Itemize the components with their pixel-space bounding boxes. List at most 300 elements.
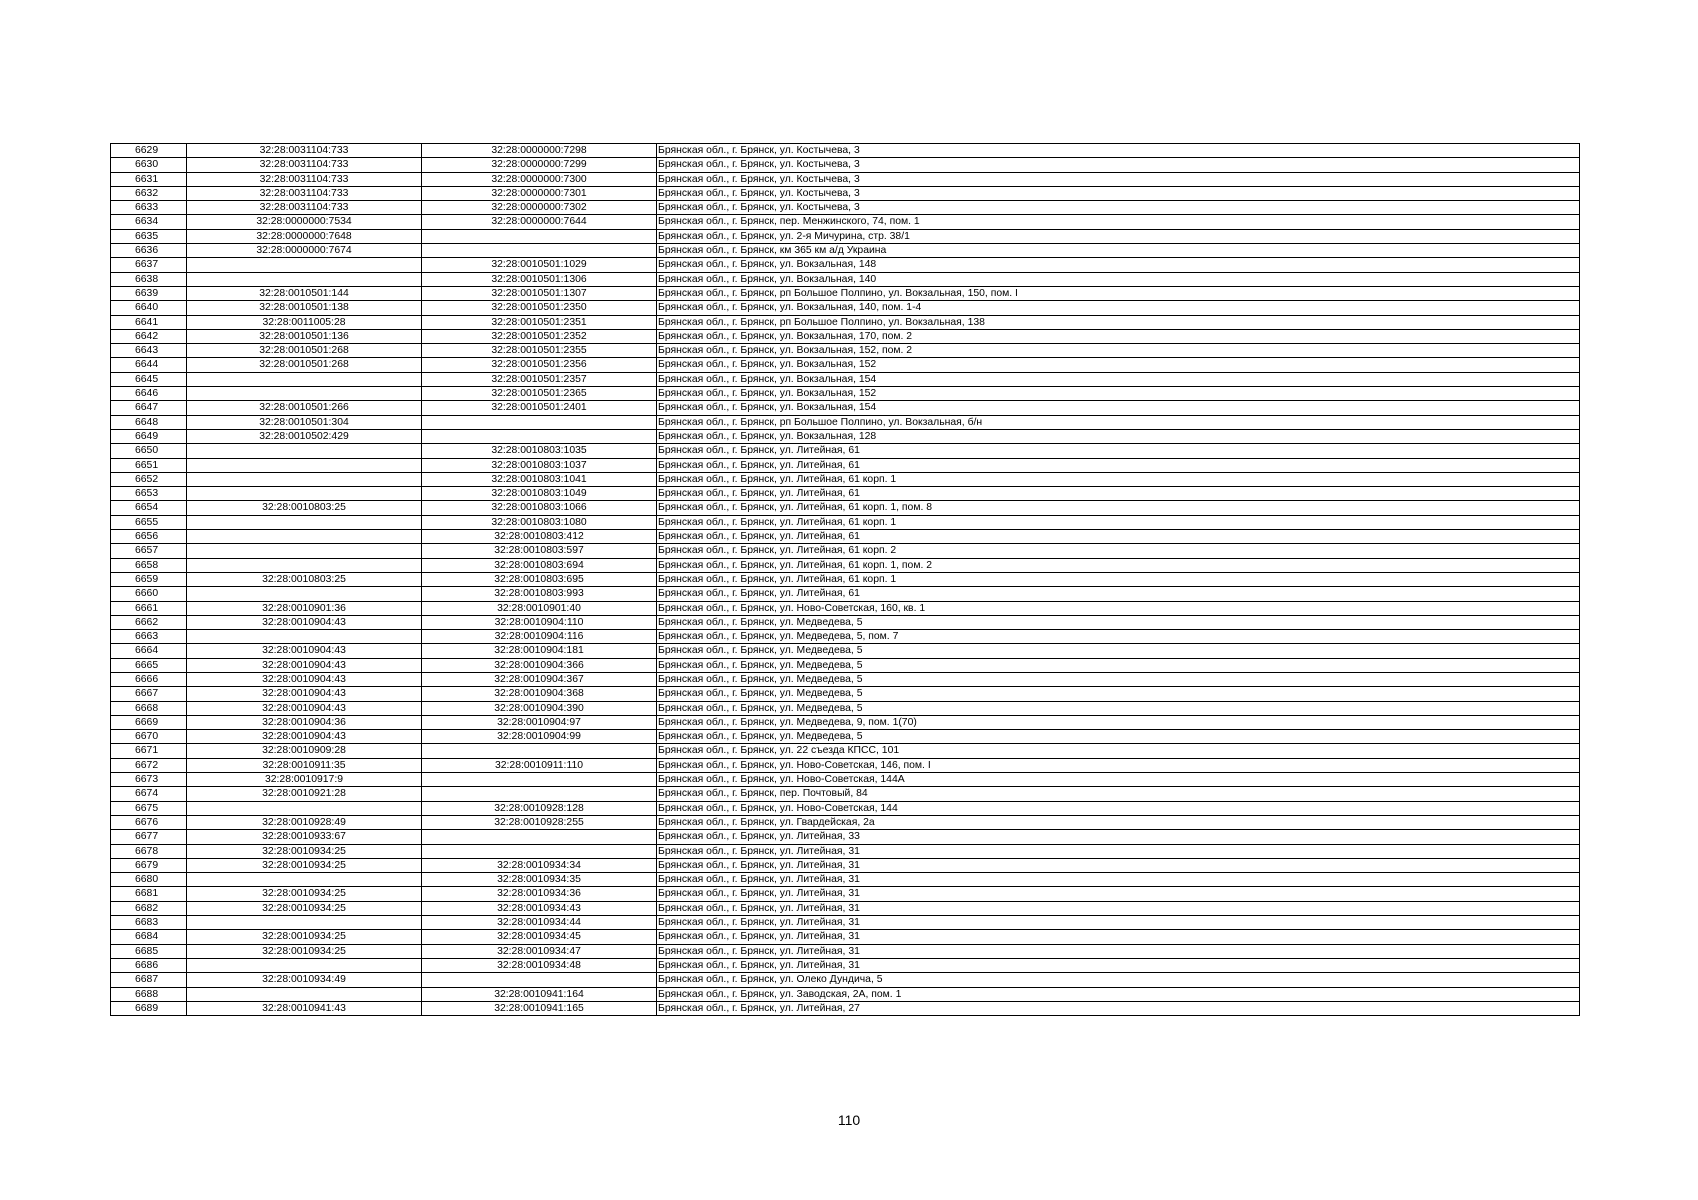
table-row <box>111 372 1580 386</box>
object-address: Брянская обл., г. Брянск, ул. Литейная, 61 корп. 1 <box>657 472 1580 486</box>
object-address: Брянская обл., г. Брянск, ул. Ново-Советская, 160, кв. 1 <box>657 601 1580 615</box>
object-cadastral-number: 32:28:0010941:165 <box>422 1001 657 1015</box>
row-number: 6686 <box>111 958 187 972</box>
row-number: 6656 <box>111 530 187 544</box>
row-number: 6681 <box>111 887 187 901</box>
table-row <box>111 558 1580 572</box>
registry-table-body <box>111 144 1580 1016</box>
object-cadastral-number: 32:28:0010803:597 <box>422 544 657 558</box>
row-number: 6657 <box>111 544 187 558</box>
table-row <box>111 387 1580 401</box>
parcel-cadastral-number <box>187 987 422 1001</box>
object-cadastral-number: 32:28:0010911:110 <box>422 758 657 772</box>
row-number: 6639 <box>111 286 187 300</box>
table-row <box>111 572 1580 586</box>
table-row <box>111 401 1580 415</box>
parcel-cadastral-number: 32:28:0010501:266 <box>187 401 422 415</box>
object-address: Брянская обл., г. Брянск, ул. Гвардейская, 2а <box>657 815 1580 829</box>
object-cadastral-number <box>422 787 657 801</box>
parcel-cadastral-number <box>187 801 422 815</box>
parcel-cadastral-number: 32:28:0010934:25 <box>187 858 422 872</box>
table-row <box>111 687 1580 701</box>
object-cadastral-number: 32:28:0010501:2365 <box>422 387 657 401</box>
row-number: 6683 <box>111 916 187 930</box>
row-number: 6654 <box>111 501 187 515</box>
parcel-cadastral-number <box>187 458 422 472</box>
parcel-cadastral-number: 32:28:0000000:7674 <box>187 244 422 258</box>
table-row <box>111 344 1580 358</box>
row-number: 6655 <box>111 515 187 529</box>
object-address: Брянская обл., г. Брянск, ул. Литейная, 31 <box>657 873 1580 887</box>
table-row <box>111 272 1580 286</box>
object-address: Брянская обл., г. Брянск, ул. Вокзальная, 154 <box>657 372 1580 386</box>
parcel-cadastral-number: 32:28:0010501:268 <box>187 358 422 372</box>
parcel-cadastral-number: 32:28:0010909:28 <box>187 744 422 758</box>
parcel-cadastral-number: 32:28:0010803:25 <box>187 501 422 515</box>
object-address: Брянская обл., г. Брянск, ул. Медведева, 5 <box>657 615 1580 629</box>
row-number: 6662 <box>111 615 187 629</box>
row-number: 6643 <box>111 344 187 358</box>
table-row <box>111 958 1580 972</box>
object-cadastral-number: 32:28:0000000:7299 <box>422 158 657 172</box>
parcel-cadastral-number <box>187 544 422 558</box>
object-address: Брянская обл., г. Брянск, ул. Литейная, 61 корп. 1, пом. 2 <box>657 558 1580 572</box>
parcel-cadastral-number: 32:28:0031104:733 <box>187 144 422 158</box>
object-address: Брянская обл., г. Брянск, пер. Менжинского, 74, пом. 1 <box>657 215 1580 229</box>
row-number: 6645 <box>111 372 187 386</box>
object-address: Брянская обл., г. Брянск, ул. Литейная, 31 <box>657 944 1580 958</box>
table-row <box>111 315 1580 329</box>
object-address: Брянская обл., г. Брянск, ул. Литейная, 31 <box>657 930 1580 944</box>
object-cadastral-number: 32:28:0010934:35 <box>422 873 657 887</box>
object-address: Брянская обл., г. Брянск, ул. Заводская, 2А, пом. 1 <box>657 987 1580 1001</box>
object-cadastral-number: 32:28:0010501:1306 <box>422 272 657 286</box>
object-cadastral-number <box>422 830 657 844</box>
object-address: Брянская обл., г. Брянск, ул. Литейная, 61 корп. 1, пом. 8 <box>657 501 1580 515</box>
row-number: 6667 <box>111 687 187 701</box>
table-row <box>111 815 1580 829</box>
object-cadastral-number: 32:28:0000000:7302 <box>422 201 657 215</box>
row-number: 6652 <box>111 472 187 486</box>
object-cadastral-number <box>422 229 657 243</box>
object-cadastral-number: 32:28:0010904:368 <box>422 687 657 701</box>
table-row <box>111 672 1580 686</box>
object-cadastral-number: 32:28:0010501:2352 <box>422 329 657 343</box>
object-address: Брянская обл., г. Брянск, ул. Костычева, 3 <box>657 201 1580 215</box>
object-cadastral-number <box>422 744 657 758</box>
row-number: 6647 <box>111 401 187 415</box>
parcel-cadastral-number <box>187 958 422 972</box>
table-row <box>111 515 1580 529</box>
object-address: Брянская обл., г. Брянск, ул. Медведева, 5 <box>657 687 1580 701</box>
table-row <box>111 930 1580 944</box>
table-row <box>111 887 1580 901</box>
parcel-cadastral-number <box>187 587 422 601</box>
object-address: Брянская обл., г. Брянск, ул. Вокзальная, 140 <box>657 272 1580 286</box>
table-row <box>111 201 1580 215</box>
object-cadastral-number: 32:28:0010803:1049 <box>422 487 657 501</box>
object-cadastral-number: 32:28:0010803:695 <box>422 572 657 586</box>
row-number: 6631 <box>111 172 187 186</box>
table-row <box>111 844 1580 858</box>
object-cadastral-number: 32:28:0000000:7298 <box>422 144 657 158</box>
object-cadastral-number: 32:28:0010904:110 <box>422 615 657 629</box>
parcel-cadastral-number: 32:28:0010934:25 <box>187 844 422 858</box>
object-address: Брянская обл., г. Брянск, ул. Литейная, 31 <box>657 858 1580 872</box>
parcel-cadastral-number: 32:28:0010501:144 <box>187 286 422 300</box>
row-number: 6670 <box>111 730 187 744</box>
parcel-cadastral-number: 32:28:0010904:43 <box>187 701 422 715</box>
object-cadastral-number <box>422 429 657 443</box>
table-row <box>111 615 1580 629</box>
parcel-cadastral-number: 32:28:0010917:9 <box>187 773 422 787</box>
object-address: Брянская обл., г. Брянск, ул. Медведева, 5, пом. 7 <box>657 630 1580 644</box>
table-row <box>111 286 1580 300</box>
table-row <box>111 458 1580 472</box>
object-cadastral-number <box>422 973 657 987</box>
parcel-cadastral-number: 32:28:0010904:43 <box>187 672 422 686</box>
object-address: Брянская обл., г. Брянск, рп Большое Полпино, ул. Вокзальная, 150, пом. I <box>657 286 1580 300</box>
table-row <box>111 658 1580 672</box>
object-cadastral-number: 32:28:0010934:47 <box>422 944 657 958</box>
parcel-cadastral-number <box>187 387 422 401</box>
object-address: Брянская обл., г. Брянск, ул. Литейная, 33 <box>657 830 1580 844</box>
object-address: Брянская обл., г. Брянск, ул. Литейная, 31 <box>657 901 1580 915</box>
row-number: 6680 <box>111 873 187 887</box>
object-cadastral-number: 32:28:0010501:2357 <box>422 372 657 386</box>
table-row <box>111 701 1580 715</box>
parcel-cadastral-number: 32:28:0010921:28 <box>187 787 422 801</box>
table-row <box>111 329 1580 343</box>
parcel-cadastral-number: 32:28:0010904:43 <box>187 658 422 672</box>
row-number: 6663 <box>111 630 187 644</box>
object-address: Брянская обл., г. Брянск, ул. Вокзальная, 128 <box>657 429 1580 443</box>
parcel-cadastral-number: 32:28:0010934:25 <box>187 887 422 901</box>
object-address: Брянская обл., г. Брянск, ул. Ново-Советская, 144 <box>657 801 1580 815</box>
table-row <box>111 215 1580 229</box>
table-row <box>111 530 1580 544</box>
parcel-cadastral-number: 32:28:0010933:67 <box>187 830 422 844</box>
table-row <box>111 258 1580 272</box>
object-address: Брянская обл., г. Брянск, ул. Вокзальная, 170, пом. 2 <box>657 329 1580 343</box>
parcel-cadastral-number <box>187 630 422 644</box>
parcel-cadastral-number: 32:28:0031104:733 <box>187 201 422 215</box>
row-number: 6651 <box>111 458 187 472</box>
object-cadastral-number: 32:28:0010904:181 <box>422 644 657 658</box>
table-row <box>111 172 1580 186</box>
row-number: 6674 <box>111 787 187 801</box>
object-address: Брянская обл., г. Брянск, ул. 22 съезда КПСС, 101 <box>657 744 1580 758</box>
parcel-cadastral-number: 32:28:0031104:733 <box>187 186 422 200</box>
table-row <box>111 587 1580 601</box>
object-cadastral-number: 32:28:0010501:2350 <box>422 301 657 315</box>
object-address: Брянская обл., г. Брянск, ул. Литейная, 31 <box>657 844 1580 858</box>
row-number: 6644 <box>111 358 187 372</box>
row-number: 6632 <box>111 186 187 200</box>
row-number: 6676 <box>111 815 187 829</box>
object-address: Брянская обл., г. Брянск, ул. Литейная, 61 <box>657 444 1580 458</box>
parcel-cadastral-number: 32:28:0010904:43 <box>187 730 422 744</box>
parcel-cadastral-number <box>187 372 422 386</box>
object-address: Брянская обл., г. Брянск, ул. Вокзальная, 152, пом. 2 <box>657 344 1580 358</box>
object-address: Брянская обл., г. Брянск, ул. Литейная, 31 <box>657 916 1580 930</box>
table-row <box>111 715 1580 729</box>
object-address: Брянская обл., г. Брянск, ул. Медведева, 9, пом. 1(70) <box>657 715 1580 729</box>
page-number: 110 <box>837 1112 861 1128</box>
table-row <box>111 787 1580 801</box>
object-address: Брянская обл., г. Брянск, ул. 2-я Мичурина, стр. 38/1 <box>657 229 1580 243</box>
object-address: Брянская обл., г. Брянск, ул. Вокзальная, 154 <box>657 401 1580 415</box>
object-cadastral-number: 32:28:0010501:2355 <box>422 344 657 358</box>
table-row <box>111 186 1580 200</box>
object-address: Брянская обл., г. Брянск, ул. Олеко Дундича, 5 <box>657 973 1580 987</box>
object-address: Брянская обл., г. Брянск, пер. Почтовый, 84 <box>657 787 1580 801</box>
object-cadastral-number: 32:28:0010501:2356 <box>422 358 657 372</box>
parcel-cadastral-number <box>187 472 422 486</box>
parcel-cadastral-number: 32:28:0011005:28 <box>187 315 422 329</box>
parcel-cadastral-number <box>187 530 422 544</box>
parcel-cadastral-number <box>187 444 422 458</box>
row-number: 6638 <box>111 272 187 286</box>
table-row <box>111 444 1580 458</box>
object-cadastral-number: 32:28:0010803:1066 <box>422 501 657 515</box>
table-row <box>111 901 1580 915</box>
table-row <box>111 758 1580 772</box>
object-cadastral-number: 32:28:0010904:367 <box>422 672 657 686</box>
parcel-cadastral-number: 32:28:0010501:304 <box>187 415 422 429</box>
object-address: Брянская обл., г. Брянск, ул. Костычева, 3 <box>657 172 1580 186</box>
object-cadastral-number: 32:28:0010904:390 <box>422 701 657 715</box>
row-number: 6678 <box>111 844 187 858</box>
row-number: 6649 <box>111 429 187 443</box>
object-address: Брянская обл., г. Брянск, ул. Ново-Советская, 144А <box>657 773 1580 787</box>
parcel-cadastral-number: 32:28:0010904:43 <box>187 615 422 629</box>
parcel-cadastral-number: 32:28:0010911:35 <box>187 758 422 772</box>
row-number: 6640 <box>111 301 187 315</box>
object-cadastral-number <box>422 844 657 858</box>
object-address: Брянская обл., г. Брянск, ул. Костычева, 3 <box>657 158 1580 172</box>
row-number: 6642 <box>111 329 187 343</box>
parcel-cadastral-number <box>187 873 422 887</box>
object-address: Брянская обл., г. Брянск, ул. Литейная, 61 корп. 1 <box>657 515 1580 529</box>
object-address: Брянская обл., г. Брянск, ул. Вокзальная, 148 <box>657 258 1580 272</box>
object-address: Брянская обл., г. Брянск, ул. Литейная, 61 корп. 2 <box>657 544 1580 558</box>
parcel-cadastral-number <box>187 515 422 529</box>
row-number: 6687 <box>111 973 187 987</box>
object-cadastral-number: 32:28:0000000:7644 <box>422 215 657 229</box>
table-row <box>111 301 1580 315</box>
object-cadastral-number: 32:28:0000000:7300 <box>422 172 657 186</box>
parcel-cadastral-number: 32:28:0010934:25 <box>187 944 422 958</box>
table-row <box>111 544 1580 558</box>
parcel-cadastral-number <box>187 272 422 286</box>
object-address: Брянская обл., г. Брянск, ул. Медведева, 5 <box>657 730 1580 744</box>
row-number: 6648 <box>111 415 187 429</box>
object-address: Брянская обл., г. Брянск, рп Большое Полпино, ул. Вокзальная, 138 <box>657 315 1580 329</box>
table-row <box>111 487 1580 501</box>
parcel-cadastral-number <box>187 487 422 501</box>
object-cadastral-number: 32:28:0010501:1029 <box>422 258 657 272</box>
parcel-cadastral-number: 32:28:0010941:43 <box>187 1001 422 1015</box>
row-number: 6684 <box>111 930 187 944</box>
table-row <box>111 644 1580 658</box>
parcel-cadastral-number: 32:28:0010904:43 <box>187 644 422 658</box>
object-cadastral-number: 32:28:0010934:34 <box>422 858 657 872</box>
object-cadastral-number <box>422 415 657 429</box>
row-number: 6688 <box>111 987 187 1001</box>
row-number: 6629 <box>111 144 187 158</box>
table-row <box>111 730 1580 744</box>
table-row <box>111 472 1580 486</box>
object-cadastral-number <box>422 773 657 787</box>
object-address: Брянская обл., г. Брянск, ул. Литейная, 61 <box>657 458 1580 472</box>
parcel-cadastral-number: 32:28:0010934:25 <box>187 930 422 944</box>
parcel-cadastral-number: 32:28:0010501:138 <box>187 301 422 315</box>
table-row <box>111 244 1580 258</box>
object-address: Брянская обл., г. Брянск, ул. Ново-Советская, 146, пом. I <box>657 758 1580 772</box>
parcel-cadastral-number: 32:28:0010934:49 <box>187 973 422 987</box>
row-number: 6630 <box>111 158 187 172</box>
parcel-cadastral-number: 32:28:0000000:7648 <box>187 229 422 243</box>
table-row <box>111 158 1580 172</box>
object-cadastral-number: 32:28:0010803:1041 <box>422 472 657 486</box>
row-number: 6637 <box>111 258 187 272</box>
object-cadastral-number: 32:28:0010934:45 <box>422 930 657 944</box>
object-address: Брянская обл., г. Брянск, ул. Костычева, 3 <box>657 186 1580 200</box>
table-row <box>111 916 1580 930</box>
object-address: Брянская обл., г. Брянск, ул. Литейная, 61 корп. 1 <box>657 572 1580 586</box>
table-row <box>111 801 1580 815</box>
object-address: Брянская обл., г. Брянск, ул. Вокзальная, 140, пом. 1-4 <box>657 301 1580 315</box>
table-row <box>111 358 1580 372</box>
table-row <box>111 601 1580 615</box>
object-cadastral-number: 32:28:0010803:993 <box>422 587 657 601</box>
row-number: 6641 <box>111 315 187 329</box>
object-address: Брянская обл., г. Брянск, ул. Вокзальная, 152 <box>657 387 1580 401</box>
row-number: 6658 <box>111 558 187 572</box>
table-row <box>111 773 1580 787</box>
object-address: Брянская обл., г. Брянск, ул. Медведева, 5 <box>657 672 1580 686</box>
row-number: 6646 <box>111 387 187 401</box>
object-cadastral-number: 32:28:0010904:97 <box>422 715 657 729</box>
parcel-cadastral-number <box>187 558 422 572</box>
object-address: Брянская обл., г. Брянск, ул. Медведева, 5 <box>657 644 1580 658</box>
object-address: Брянская обл., г. Брянск, рп Большое Полпино, ул. Вокзальная, б/н <box>657 415 1580 429</box>
object-cadastral-number: 32:28:0010934:48 <box>422 958 657 972</box>
table-row <box>111 858 1580 872</box>
table-row <box>111 744 1580 758</box>
object-cadastral-number <box>422 244 657 258</box>
row-number: 6682 <box>111 901 187 915</box>
parcel-cadastral-number: 32:28:0010904:43 <box>187 687 422 701</box>
parcel-cadastral-number: 32:28:0010501:136 <box>187 329 422 343</box>
object-cadastral-number: 32:28:0010934:36 <box>422 887 657 901</box>
row-number: 6636 <box>111 244 187 258</box>
table-row <box>111 429 1580 443</box>
table-row <box>111 944 1580 958</box>
row-number: 6666 <box>111 672 187 686</box>
object-cadastral-number: 32:28:0010803:694 <box>422 558 657 572</box>
table-row <box>111 415 1580 429</box>
row-number: 6659 <box>111 572 187 586</box>
object-address: Брянская обл., г. Брянск, ул. Литейная, 27 <box>657 1001 1580 1015</box>
parcel-cadastral-number <box>187 258 422 272</box>
table-row <box>111 830 1580 844</box>
object-address: Брянская обл., г. Брянск, ул. Литейная, 61 <box>657 530 1580 544</box>
object-cadastral-number: 32:28:0010928:128 <box>422 801 657 815</box>
object-address: Брянская обл., г. Брянск, ул. Литейная, 61 <box>657 587 1580 601</box>
row-number: 6668 <box>111 701 187 715</box>
table-row <box>111 144 1580 158</box>
object-cadastral-number: 32:28:0010904:366 <box>422 658 657 672</box>
object-cadastral-number: 32:28:0010803:1080 <box>422 515 657 529</box>
row-number: 6675 <box>111 801 187 815</box>
row-number: 6672 <box>111 758 187 772</box>
table-row <box>111 501 1580 515</box>
table-row <box>111 987 1580 1001</box>
row-number: 6650 <box>111 444 187 458</box>
row-number: 6685 <box>111 944 187 958</box>
object-cadastral-number: 32:28:0010803:1037 <box>422 458 657 472</box>
parcel-cadastral-number: 32:28:0010934:25 <box>187 901 422 915</box>
parcel-cadastral-number: 32:28:0010904:36 <box>187 715 422 729</box>
object-cadastral-number: 32:28:0000000:7301 <box>422 186 657 200</box>
object-cadastral-number: 32:28:0010501:1307 <box>422 286 657 300</box>
row-number: 6677 <box>111 830 187 844</box>
object-cadastral-number: 32:28:0010934:44 <box>422 916 657 930</box>
parcel-cadastral-number <box>187 916 422 930</box>
object-cadastral-number: 32:28:0010928:255 <box>422 815 657 829</box>
object-cadastral-number: 32:28:0010501:2351 <box>422 315 657 329</box>
row-number: 6634 <box>111 215 187 229</box>
object-cadastral-number: 32:28:0010934:43 <box>422 901 657 915</box>
object-address: Брянская обл., г. Брянск, ул. Вокзальная, 152 <box>657 358 1580 372</box>
row-number: 6689 <box>111 1001 187 1015</box>
table-row <box>111 873 1580 887</box>
row-number: 6633 <box>111 201 187 215</box>
object-cadastral-number: 32:28:0010501:2401 <box>422 401 657 415</box>
object-address: Брянская обл., г. Брянск, ул. Медведева, 5 <box>657 701 1580 715</box>
table-row <box>111 630 1580 644</box>
object-address: Брянская обл., г. Брянск, ул. Медведева, 5 <box>657 658 1580 672</box>
object-address: Брянская обл., г. Брянск, ул. Литейная, 61 <box>657 487 1580 501</box>
parcel-cadastral-number: 32:28:0000000:7534 <box>187 215 422 229</box>
object-cadastral-number: 32:28:0010941:164 <box>422 987 657 1001</box>
row-number: 6635 <box>111 229 187 243</box>
table-row <box>111 229 1580 243</box>
parcel-cadastral-number: 32:28:0010502:429 <box>187 429 422 443</box>
row-number: 6660 <box>111 587 187 601</box>
table-row <box>111 973 1580 987</box>
parcel-cadastral-number: 32:28:0010803:25 <box>187 572 422 586</box>
object-address: Брянская обл., г. Брянск, км 365 км а/д Украина <box>657 244 1580 258</box>
parcel-cadastral-number: 32:28:0031104:733 <box>187 158 422 172</box>
object-cadastral-number: 32:28:0010803:1035 <box>422 444 657 458</box>
object-address: Брянская обл., г. Брянск, ул. Литейная, 31 <box>657 958 1580 972</box>
object-address: Брянская обл., г. Брянск, ул. Костычева, 3 <box>657 144 1580 158</box>
parcel-cadastral-number: 32:28:0010501:268 <box>187 344 422 358</box>
registry-table-container <box>110 143 1579 1016</box>
parcel-cadastral-number: 32:28:0031104:733 <box>187 172 422 186</box>
row-number: 6661 <box>111 601 187 615</box>
parcel-cadastral-number: 32:28:0010928:49 <box>187 815 422 829</box>
object-address: Брянская обл., г. Брянск, ул. Литейная, 31 <box>657 887 1580 901</box>
row-number: 6665 <box>111 658 187 672</box>
registry-table <box>110 143 1580 1016</box>
row-number: 6671 <box>111 744 187 758</box>
table-row <box>111 1001 1580 1015</box>
object-cadastral-number: 32:28:0010901:40 <box>422 601 657 615</box>
